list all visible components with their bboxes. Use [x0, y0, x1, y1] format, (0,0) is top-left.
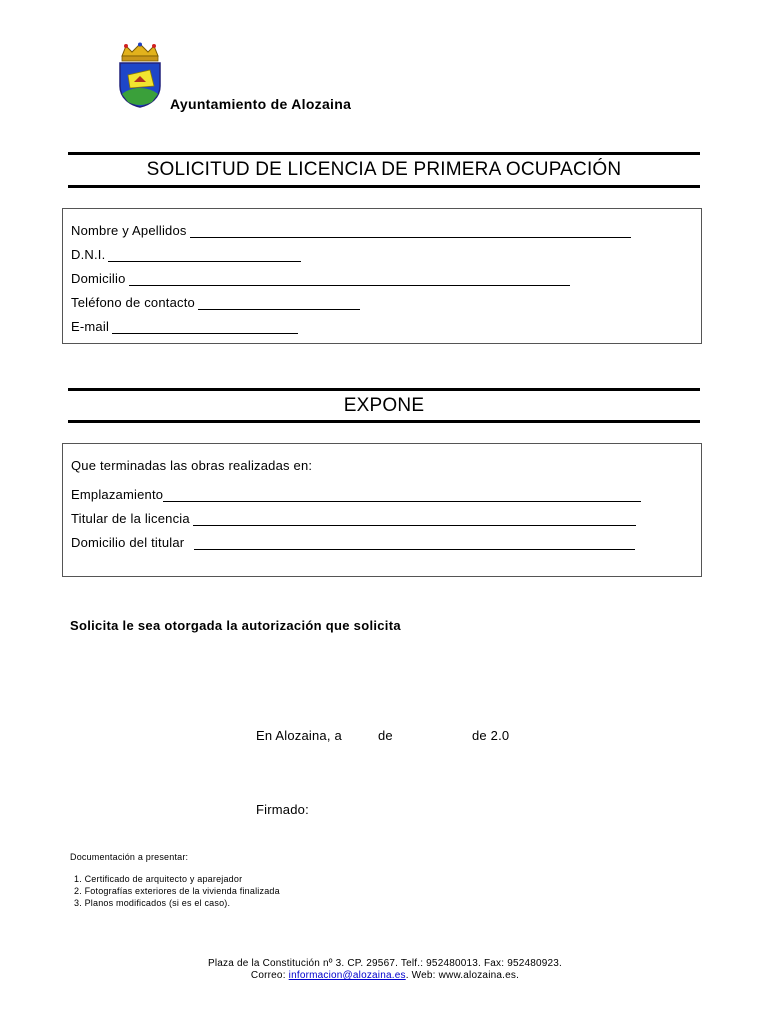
footer-web: . Web: www.alozaina.es.	[405, 970, 520, 981]
coat-of-arms-icon	[116, 42, 164, 108]
name-label: Nombre y Apellidos	[71, 223, 187, 238]
location-line	[163, 500, 641, 502]
documentation-list	[74, 873, 280, 909]
footer-email-label: Correo:	[250, 970, 286, 981]
license-holder-label: Titular de la licencia	[71, 511, 190, 526]
holder-address-label: Domicilio del titular	[71, 535, 185, 550]
phone-field[interactable]	[71, 295, 360, 310]
holder-address-field[interactable]	[71, 535, 635, 550]
name-field[interactable]	[71, 223, 631, 238]
phone-line	[198, 308, 360, 310]
location-field[interactable]	[71, 487, 641, 502]
footer-address: Plaza de la Constitución nº 3. CP. 29567. Telf.: 952480013. Fax: 952480923.	[207, 958, 563, 969]
documentation-item: 3. Planos modificados (si es el caso).	[74, 898, 231, 908]
footer	[0, 958, 770, 982]
request-statement: Solicita le sea otorgada la autorización que solicita	[70, 618, 401, 633]
name-line	[190, 236, 631, 238]
footer-contact	[0, 970, 770, 982]
phone-label: Teléfono de contacto	[71, 295, 195, 310]
email-label: E-mail	[71, 319, 110, 334]
location-label: Emplazamiento	[71, 487, 164, 502]
signed-label: Firmado:	[256, 802, 309, 817]
documentation-item: 1. Certificado de arquitecto y aparejador	[74, 874, 243, 884]
expone-section	[62, 443, 702, 577]
holder-address-line	[194, 548, 635, 550]
form-title: SOLICITUD DE LICENCIA DE PRIMERA OCUPACIÓN	[146, 159, 622, 180]
footer-email-link[interactable]: informacion@alozaina.es	[288, 970, 406, 981]
date-de-label: de	[378, 728, 393, 743]
applicant-section	[62, 208, 702, 344]
dni-field[interactable]	[71, 247, 301, 262]
dni-label: D.N.I.	[71, 247, 106, 262]
email-line	[112, 332, 298, 334]
address-line	[129, 284, 570, 286]
form-title-band	[68, 152, 700, 188]
expone-title-band	[68, 388, 700, 423]
expone-title: EXPONE	[343, 395, 425, 416]
place-date-label: En Alozaina, a	[256, 728, 342, 743]
license-holder-field[interactable]	[71, 511, 636, 526]
documentation-heading: Documentación a presentar:	[70, 852, 189, 862]
address-field[interactable]	[71, 271, 570, 286]
address-label: Domicilio	[71, 271, 126, 286]
documentation-item: 2. Fotografías exteriores de la vivienda finalizada	[74, 886, 280, 896]
expone-intro: Que terminadas las obras realizadas en:	[71, 458, 313, 473]
dni-line	[108, 260, 301, 262]
license-holder-line	[193, 524, 636, 526]
municipality-name: Ayuntamiento de Alozaina	[170, 96, 352, 112]
email-field[interactable]	[71, 319, 298, 334]
year-label: de 2.0	[472, 728, 510, 743]
